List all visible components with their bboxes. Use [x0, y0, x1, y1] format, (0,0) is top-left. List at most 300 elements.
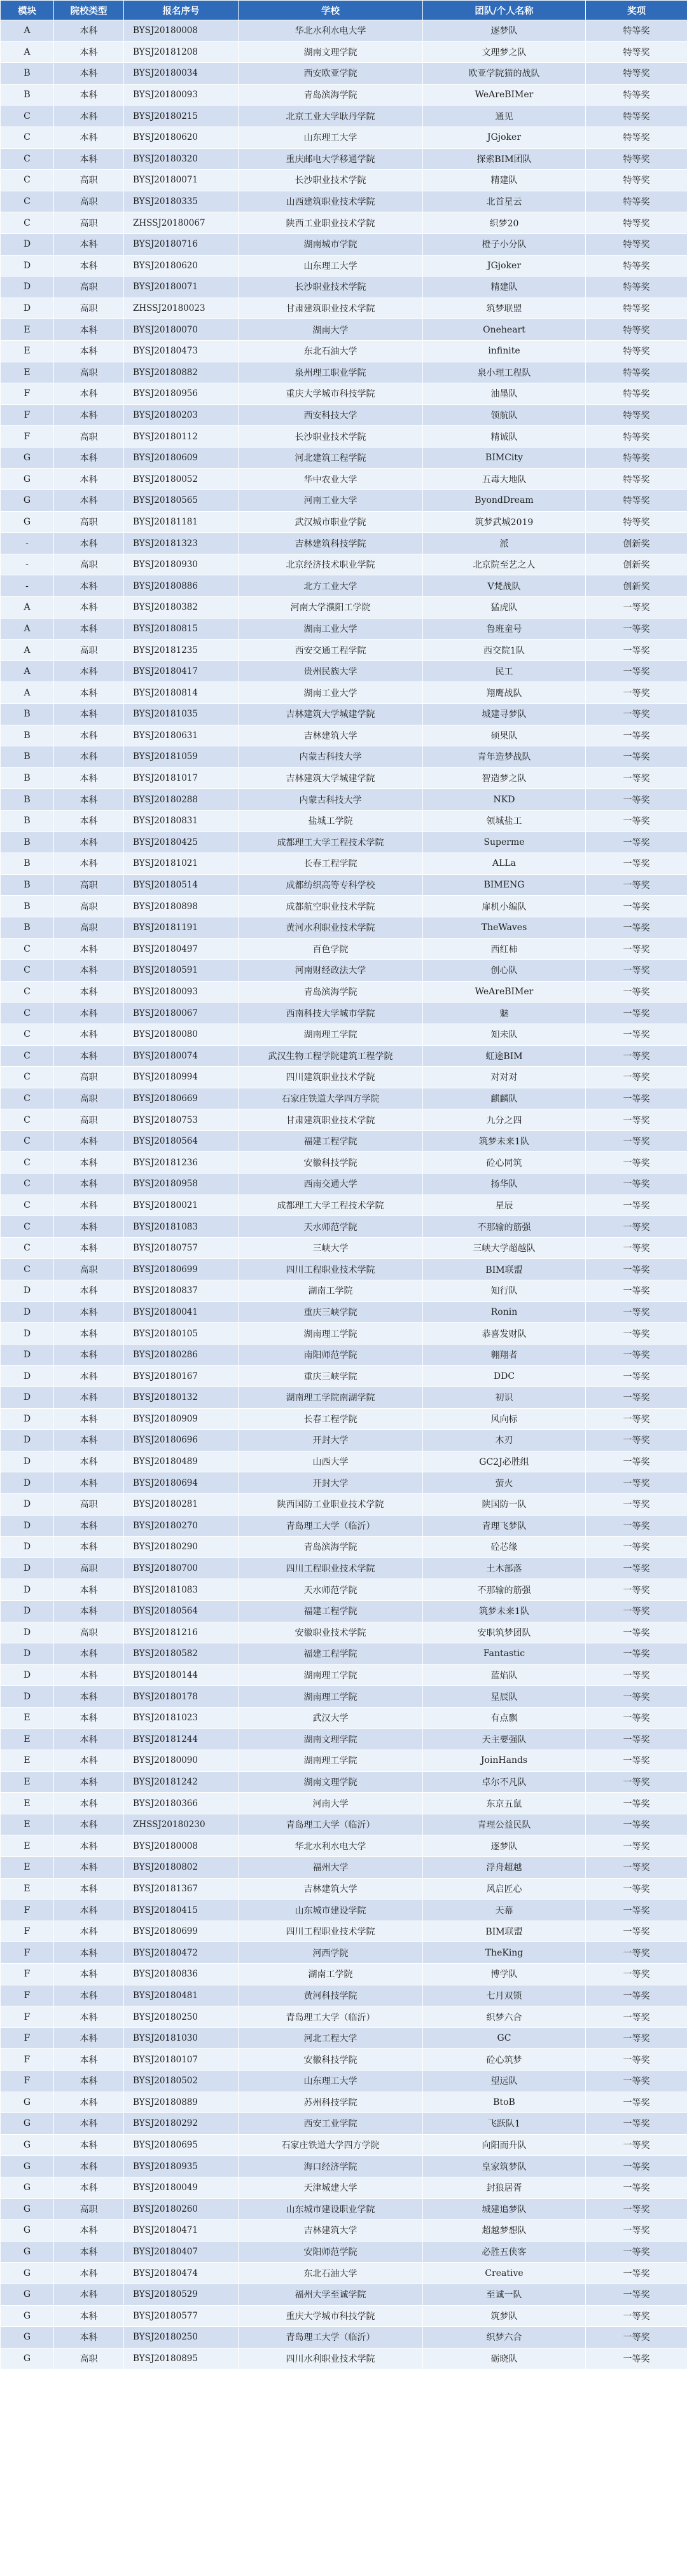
- table-row: [1, 1537, 687, 1558]
- module-cell: E: [1, 1857, 54, 1879]
- team-name-cell: 星辰队: [423, 1686, 586, 1708]
- registration-number-cell: BYSJ20180335: [124, 191, 239, 212]
- module-cell: D: [1, 233, 54, 255]
- team-name-cell: Creative: [423, 2263, 586, 2284]
- school-type-cell: 本科: [54, 2241, 124, 2263]
- award-cell: 一等奖: [586, 1067, 687, 1088]
- school-type-cell: 本科: [54, 1686, 124, 1708]
- table-row: [1, 1558, 687, 1579]
- school-cell: 福建工程学院: [239, 1643, 423, 1665]
- team-name-cell: 至诚一队: [423, 2284, 586, 2305]
- school-type-cell: 高职: [54, 1067, 124, 1088]
- school-cell: 长春工程学院: [239, 1408, 423, 1430]
- registration-number-cell: BYSJ20181235: [124, 640, 239, 661]
- school-cell: 华北水利水电大学: [239, 20, 423, 42]
- school-type-cell: 本科: [54, 1515, 124, 1537]
- module-cell: G: [1, 2263, 54, 2284]
- award-cell: 一等奖: [586, 2156, 687, 2177]
- team-name-cell: 西红柿: [423, 938, 586, 960]
- table-row: [1, 960, 687, 982]
- module-cell: E: [1, 1814, 54, 1835]
- registration-number-cell: BYSJ20180814: [124, 682, 239, 704]
- registration-number-cell: BYSJ20180071: [124, 170, 239, 191]
- award-cell: 一等奖: [586, 2071, 687, 2092]
- team-name-cell: 青年造梦战队: [423, 746, 586, 768]
- module-cell: G: [1, 2305, 54, 2327]
- school-cell: 青岛理工大学（临沂）: [239, 2006, 423, 2028]
- registration-number-cell: BYSJ20180250: [124, 2006, 239, 2028]
- team-name-cell: ByondDream: [423, 490, 586, 512]
- module-cell: D: [1, 1280, 54, 1302]
- award-cell: 一等奖: [586, 1729, 687, 1750]
- table-row: [1, 1835, 687, 1857]
- registration-number-cell: BYSJ20180582: [124, 1643, 239, 1665]
- table-row: [1, 896, 687, 917]
- registration-number-cell: BYSJ20180417: [124, 661, 239, 682]
- school-type-cell: 高职: [54, 277, 124, 298]
- team-name-cell: 陕国防一队: [423, 1493, 586, 1515]
- module-cell: E: [1, 340, 54, 362]
- registration-number-cell: BYSJ20180837: [124, 1280, 239, 1302]
- module-cell: D: [1, 1686, 54, 1708]
- school-cell: 山东理工大学: [239, 127, 423, 148]
- school-type-cell: 本科: [54, 1451, 124, 1472]
- table-row: [1, 2049, 687, 2071]
- team-name-cell: 城建寻梦队: [423, 704, 586, 725]
- award-cell: 一等奖: [586, 960, 687, 982]
- module-cell: C: [1, 1130, 54, 1152]
- team-name-cell: 翱翔者: [423, 1344, 586, 1366]
- award-cell: 一等奖: [586, 2305, 687, 2327]
- school-cell: 长沙职业技术学院: [239, 426, 423, 448]
- registration-number-cell: BYSJ20181021: [124, 853, 239, 875]
- school-type-cell: 高职: [54, 212, 124, 234]
- school-type-cell: 本科: [54, 319, 124, 341]
- school-cell: 陕西工业职业技术学院: [239, 212, 423, 234]
- award-cell: 一等奖: [586, 2049, 687, 2071]
- team-name-cell: 织梦六合: [423, 2327, 586, 2348]
- module-cell: A: [1, 661, 54, 682]
- award-cell: 创新奖: [586, 533, 687, 554]
- school-cell: 成都理工大学工程技术学院: [239, 832, 423, 853]
- award-cell: 一等奖: [586, 661, 687, 682]
- school-cell: 三峡大学: [239, 1237, 423, 1259]
- registration-number-cell: BYSJ20181323: [124, 533, 239, 554]
- module-cell: D: [1, 1579, 54, 1601]
- module-cell: F: [1, 2027, 54, 2049]
- school-type-cell: 本科: [54, 1472, 124, 1494]
- school-type-cell: 高职: [54, 2198, 124, 2220]
- school-type-cell: 本科: [54, 2134, 124, 2156]
- award-cell: 一等奖: [586, 789, 687, 811]
- table-row: [1, 1045, 687, 1067]
- school-type-cell: 本科: [54, 2049, 124, 2071]
- award-cell: 一等奖: [586, 981, 687, 1003]
- team-name-cell: 封狼居胥: [423, 2177, 586, 2198]
- award-cell: 特等奖: [586, 277, 687, 298]
- team-name-cell: 砼芯缘: [423, 1537, 586, 1558]
- module-cell: C: [1, 1067, 54, 1088]
- award-cell: 一等奖: [586, 1985, 687, 2006]
- module-cell: G: [1, 511, 54, 533]
- header-module: 模块: [1, 1, 54, 20]
- table-row: [1, 661, 687, 682]
- school-cell: 华北水利水电大学: [239, 1835, 423, 1857]
- school-type-cell: 本科: [54, 575, 124, 597]
- module-cell: A: [1, 640, 54, 661]
- award-cell: 一等奖: [586, 874, 687, 896]
- team-name-cell: 橙子小分队: [423, 233, 586, 255]
- school-type-cell: 本科: [54, 746, 124, 768]
- module-cell: G: [1, 2220, 54, 2242]
- award-cell: 一等奖: [586, 1558, 687, 1579]
- team-name-cell: 砼心筑梦: [423, 2049, 586, 2071]
- award-cell: 特等奖: [586, 148, 687, 170]
- registration-number-cell: BYSJ20180882: [124, 362, 239, 383]
- module-cell: C: [1, 1045, 54, 1067]
- award-cell: 一等奖: [586, 810, 687, 832]
- header-award: 奖项: [586, 1, 687, 20]
- table-row: [1, 1493, 687, 1515]
- module-cell: G: [1, 2241, 54, 2263]
- school-type-cell: 本科: [54, 981, 124, 1003]
- registration-number-cell: BYSJ20180281: [124, 1493, 239, 1515]
- team-name-cell: 风启匠心: [423, 1878, 586, 1900]
- module-cell: D: [1, 1451, 54, 1472]
- registration-number-cell: BYSJ20180407: [124, 2241, 239, 2263]
- module-cell: G: [1, 2284, 54, 2305]
- module-cell: B: [1, 63, 54, 85]
- table-row: [1, 1472, 687, 1494]
- registration-number-cell: BYSJ20180093: [124, 981, 239, 1003]
- team-name-cell: 领航队: [423, 404, 586, 426]
- school-cell: 青岛理工大学（临沂）: [239, 1814, 423, 1835]
- registration-number-cell: BYSJ20180008: [124, 20, 239, 42]
- module-cell: G: [1, 469, 54, 490]
- school-cell: 吉林建筑大学: [239, 2220, 423, 2242]
- award-cell: 创新奖: [586, 575, 687, 597]
- award-cell: 一等奖: [586, 1344, 687, 1366]
- school-cell: 四川工程职业技术学院: [239, 1558, 423, 1579]
- header-school: 学校: [239, 1, 423, 20]
- team-name-cell: 麒麟队: [423, 1088, 586, 1109]
- table-row: [1, 1900, 687, 1921]
- registration-number-cell: BYSJ20180292: [124, 2113, 239, 2135]
- award-cell: 一等奖: [586, 704, 687, 725]
- registration-number-cell: BYSJ20180994: [124, 1067, 239, 1088]
- table-row: [1, 319, 687, 341]
- table-row: [1, 640, 687, 661]
- team-name-cell: Ronin: [423, 1301, 586, 1323]
- award-cell: 特等奖: [586, 490, 687, 512]
- team-name-cell: 油墨队: [423, 383, 586, 405]
- module-cell: G: [1, 2348, 54, 2369]
- school-cell: 四川工程职业技术学院: [239, 1259, 423, 1280]
- table-row: [1, 1366, 687, 1387]
- team-name-cell: 筑梦未来1队: [423, 1600, 586, 1622]
- school-type-cell: 本科: [54, 233, 124, 255]
- team-name-cell: 翔鹰战队: [423, 682, 586, 704]
- table-row: [1, 682, 687, 704]
- school-cell: 河北工程大学: [239, 2027, 423, 2049]
- school-cell: 内蒙古科技大学: [239, 746, 423, 768]
- school-cell: 石家庄铁道大学四方学院: [239, 1088, 423, 1109]
- school-cell: 泉州理工职业学院: [239, 362, 423, 383]
- table-row: [1, 2113, 687, 2135]
- school-type-cell: 本科: [54, 1174, 124, 1195]
- award-cell: 一等奖: [586, 1451, 687, 1472]
- registration-number-cell: BYSJ20181017: [124, 767, 239, 789]
- module-cell: E: [1, 319, 54, 341]
- award-cell: 一等奖: [586, 1793, 687, 1814]
- school-type-cell: 高职: [54, 362, 124, 383]
- school-type-cell: 本科: [54, 2092, 124, 2113]
- registration-number-cell: BYSJ20180290: [124, 1537, 239, 1558]
- school-type-cell: 本科: [54, 2071, 124, 2092]
- team-name-cell: 通见: [423, 106, 586, 127]
- module-cell: C: [1, 1088, 54, 1109]
- registration-number-cell: BYSJ20180694: [124, 1472, 239, 1494]
- school-cell: 湖南理工学院: [239, 1686, 423, 1708]
- registration-number-cell: BYSJ20180472: [124, 1942, 239, 1964]
- school-type-cell: 本科: [54, 725, 124, 746]
- module-cell: B: [1, 704, 54, 725]
- school-cell: 海口经济学院: [239, 2156, 423, 2177]
- registration-number-cell: BYSJ20180021: [124, 1195, 239, 1216]
- table-row: [1, 1301, 687, 1323]
- module-cell: C: [1, 1152, 54, 1174]
- module-cell: E: [1, 1707, 54, 1729]
- table-row: [1, 191, 687, 212]
- table-row: [1, 2327, 687, 2348]
- school-cell: 西南科技大学城市学院: [239, 1003, 423, 1024]
- school-type-cell: 本科: [54, 1366, 124, 1387]
- team-name-cell: V梵战队: [423, 575, 586, 597]
- registration-number-cell: BYSJ20180898: [124, 896, 239, 917]
- school-cell: 黄河科技学院: [239, 1985, 423, 2006]
- table-row: [1, 106, 687, 127]
- school-cell: 开封大学: [239, 1430, 423, 1451]
- school-cell: 黄河水利职业技术学院: [239, 917, 423, 938]
- school-cell: 南阳师范学院: [239, 1344, 423, 1366]
- registration-number-cell: BYSJ20181244: [124, 1729, 239, 1750]
- module-cell: D: [1, 1600, 54, 1622]
- registration-number-cell: BYSJ20181023: [124, 1707, 239, 1729]
- module-cell: C: [1, 148, 54, 170]
- school-type-cell: 本科: [54, 469, 124, 490]
- table-row: [1, 1579, 687, 1601]
- registration-number-cell: BYSJ20180889: [124, 2092, 239, 2113]
- school-type-cell: 本科: [54, 1835, 124, 1857]
- team-name-cell: 文理梦之队: [423, 41, 586, 63]
- registration-number-cell: BYSJ20181216: [124, 1622, 239, 1643]
- table-row: [1, 832, 687, 853]
- award-cell: 特等奖: [586, 84, 687, 106]
- registration-number-cell: BYSJ20180695: [124, 2134, 239, 2156]
- table-row: [1, 981, 687, 1003]
- registration-number-cell: BYSJ20180052: [124, 469, 239, 490]
- team-name-cell: 硕果队: [423, 725, 586, 746]
- module-cell: F: [1, 1964, 54, 1985]
- table-row: [1, 554, 687, 575]
- module-cell: F: [1, 2049, 54, 2071]
- award-cell: 特等奖: [586, 233, 687, 255]
- school-cell: 安徽职业技术学院: [239, 1622, 423, 1643]
- module-cell: D: [1, 1387, 54, 1409]
- team-name-cell: TheWaves: [423, 917, 586, 938]
- school-type-cell: 高职: [54, 1493, 124, 1515]
- school-cell: 四川水利职业技术学院: [239, 2348, 423, 2369]
- school-type-cell: 本科: [54, 1408, 124, 1430]
- award-cell: 一等奖: [586, 1835, 687, 1857]
- module-cell: B: [1, 789, 54, 811]
- team-name-cell: 超越梦想队: [423, 2220, 586, 2242]
- school-type-cell: 本科: [54, 84, 124, 106]
- registration-number-cell: BYSJ20180956: [124, 383, 239, 405]
- school-cell: 苏州科技学院: [239, 2092, 423, 2113]
- team-name-cell: 扬华队: [423, 1174, 586, 1195]
- team-name-cell: 风向标: [423, 1408, 586, 1430]
- header-registration-number: 报名序号: [124, 1, 239, 20]
- registration-number-cell: BYSJ20180320: [124, 148, 239, 170]
- school-cell: 福州大学: [239, 1857, 423, 1879]
- module-cell: A: [1, 682, 54, 704]
- team-name-cell: DDC: [423, 1366, 586, 1387]
- table-row: [1, 2071, 687, 2092]
- award-cell: 一等奖: [586, 1622, 687, 1643]
- award-cell: 特等奖: [586, 298, 687, 319]
- school-type-cell: 高职: [54, 554, 124, 575]
- table-row: [1, 1280, 687, 1302]
- table-row: [1, 2156, 687, 2177]
- school-type-cell: 本科: [54, 1750, 124, 1772]
- module-cell: B: [1, 810, 54, 832]
- registration-number-cell: BYSJ20180930: [124, 554, 239, 575]
- school-cell: 盐城工学院: [239, 810, 423, 832]
- team-name-cell: ALLa: [423, 853, 586, 875]
- team-name-cell: 有点飘: [423, 1707, 586, 1729]
- registration-number-cell: BYSJ20180696: [124, 1430, 239, 1451]
- module-cell: -: [1, 533, 54, 554]
- registration-number-cell: BYSJ20180564: [124, 1600, 239, 1622]
- team-name-cell: 天幕: [423, 1900, 586, 1921]
- award-cell: 一等奖: [586, 1430, 687, 1451]
- registration-number-cell: BYSJ20181236: [124, 1152, 239, 1174]
- school-cell: 百色学院: [239, 938, 423, 960]
- registration-number-cell: BYSJ20180250: [124, 2327, 239, 2348]
- school-type-cell: 本科: [54, 1024, 124, 1045]
- school-cell: 开封大学: [239, 1472, 423, 1494]
- school-type-cell: 本科: [54, 2113, 124, 2135]
- school-cell: 内蒙古科技大学: [239, 789, 423, 811]
- school-type-cell: 本科: [54, 533, 124, 554]
- module-cell: E: [1, 1771, 54, 1793]
- school-cell: 湖南理工学院南湖学院: [239, 1387, 423, 1409]
- school-type-cell: 高职: [54, 191, 124, 212]
- school-cell: 东北石油大学: [239, 340, 423, 362]
- table-row: [1, 1130, 687, 1152]
- team-name-cell: TheKing: [423, 1942, 586, 1964]
- registration-number-cell: BYSJ20181059: [124, 746, 239, 768]
- team-name-cell: 城建追梦队: [423, 2198, 586, 2220]
- award-cell: 特等奖: [586, 426, 687, 448]
- award-cell: 一等奖: [586, 2220, 687, 2242]
- team-name-cell: 逐梦队: [423, 1835, 586, 1857]
- team-name-cell: 猛虎队: [423, 597, 586, 619]
- award-cell: 一等奖: [586, 640, 687, 661]
- registration-number-cell: BYSJ20180497: [124, 938, 239, 960]
- table-row: [1, 1408, 687, 1430]
- team-name-cell: 织梦六合: [423, 2006, 586, 2028]
- award-cell: 一等奖: [586, 1174, 687, 1195]
- school-cell: 安徽科技学院: [239, 1152, 423, 1174]
- school-cell: 湖南文理学院: [239, 1771, 423, 1793]
- team-name-cell: 筑梦队: [423, 2305, 586, 2327]
- table-row: [1, 2305, 687, 2327]
- school-cell: 北京经济技术职业学院: [239, 554, 423, 575]
- module-cell: C: [1, 1003, 54, 1024]
- team-name-cell: 知未队: [423, 1024, 586, 1045]
- school-cell: 西南交通大学: [239, 1174, 423, 1195]
- module-cell: C: [1, 170, 54, 191]
- school-type-cell: 高职: [54, 1109, 124, 1131]
- school-cell: 湖南文理学院: [239, 1729, 423, 1750]
- school-type-cell: 本科: [54, 2156, 124, 2177]
- registration-number-cell: BYSJ20180215: [124, 106, 239, 127]
- module-cell: C: [1, 212, 54, 234]
- award-cell: 一等奖: [586, 1003, 687, 1024]
- registration-number-cell: BYSJ20180415: [124, 1900, 239, 1921]
- module-cell: B: [1, 84, 54, 106]
- registration-number-cell: BYSJ20180288: [124, 789, 239, 811]
- registration-number-cell: BYSJ20180514: [124, 874, 239, 896]
- module-cell: C: [1, 1174, 54, 1195]
- award-cell: 一等奖: [586, 1750, 687, 1772]
- school-cell: 重庆邮电大学移通学院: [239, 148, 423, 170]
- module-cell: D: [1, 1323, 54, 1345]
- module-cell: C: [1, 1195, 54, 1216]
- registration-number-cell: BYSJ20181242: [124, 1771, 239, 1793]
- module-cell: D: [1, 1622, 54, 1643]
- award-cell: 一等奖: [586, 1878, 687, 1900]
- module-cell: D: [1, 1430, 54, 1451]
- registration-number-cell: BYSJ20181367: [124, 1878, 239, 1900]
- school-cell: 山东理工大学: [239, 255, 423, 277]
- header-team-name: 团队/个人名称: [423, 1, 586, 20]
- team-name-cell: 博学队: [423, 1964, 586, 1985]
- table-row: [1, 1430, 687, 1451]
- team-name-cell: 青理公益民队: [423, 1814, 586, 1835]
- registration-number-cell: BYSJ20180471: [124, 2220, 239, 2242]
- registration-number-cell: BYSJ20180815: [124, 618, 239, 640]
- team-name-cell: WeAreBIMer: [423, 981, 586, 1003]
- school-cell: 四川工程职业技术学院: [239, 1921, 423, 1942]
- school-type-cell: 本科: [54, 2220, 124, 2242]
- school-type-cell: 本科: [54, 1130, 124, 1152]
- module-cell: C: [1, 960, 54, 982]
- table-row: [1, 1964, 687, 1985]
- award-cell: 一等奖: [586, 1942, 687, 1964]
- school-type-cell: 本科: [54, 1921, 124, 1942]
- registration-number-cell: BYSJ20180105: [124, 1323, 239, 1345]
- award-cell: 一等奖: [586, 832, 687, 853]
- registration-number-cell: BYSJ20180286: [124, 1344, 239, 1366]
- award-cell: 一等奖: [586, 1259, 687, 1280]
- team-name-cell: 青理飞梦队: [423, 1515, 586, 1537]
- school-cell: 陕西国防工业职业技术学院: [239, 1493, 423, 1515]
- table-row: [1, 1942, 687, 1964]
- school-type-cell: 高职: [54, 1622, 124, 1643]
